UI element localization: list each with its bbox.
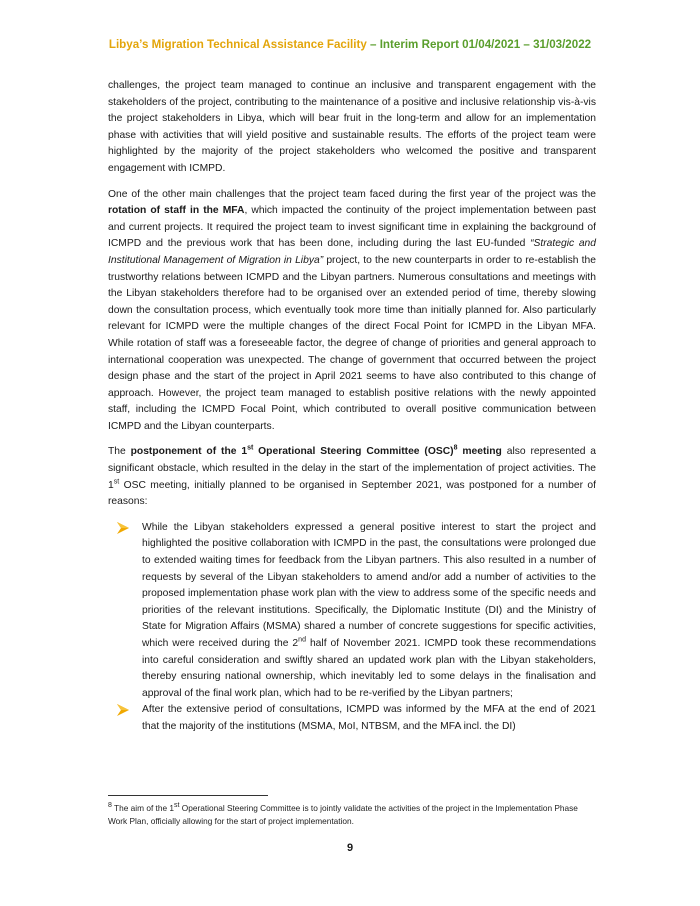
arrow-bullet-icon: [116, 521, 130, 535]
list-item: [142, 702, 596, 735]
footnote-text-a: The aim of the 1: [111, 803, 175, 813]
footnote-8: [108, 802, 596, 827]
footnote-ref-8[interactable]: 8: [453, 445, 458, 453]
header-separator: –: [366, 38, 380, 51]
p3-sup-2: st: [113, 478, 120, 486]
p3-text-d: OSC meeting, initially planned to be organised in September 2021, was postponed for a number of reasons:: [108, 479, 596, 508]
bullet-1-text-b: half of November 2021. ICMPD took these recommendations into careful consideration and swiftly shared an updated work plan with the Libyan stakeholders, thereby ensuring national ownership, which inevitably led to some delays in the finalisation and approval of the final work plan, which had to be re-verified by the Libyan partners;: [142, 638, 596, 699]
reasons-list: [108, 520, 596, 736]
header-title: Libya’s Migration Technical Assistance Facility: [108, 38, 367, 51]
p2-text-c: , which impacted the continuity of the project implementation between past and current projects. It required the project team to invest significant time in explaining the background of ICMPD and the previous work that has been done, including during the last EU-funded: [108, 205, 596, 250]
p3-sup-1: st: [247, 445, 254, 453]
p2-text-a: One of the other main challenges that the project team faced during the first year of the project was the: [108, 188, 596, 200]
bullet-1-sup: nd: [298, 636, 306, 644]
footnote-divider: [108, 795, 268, 796]
p3-text-c: also represented a significant obstacle, which resulted in the delay in the start of the implementation of project activities. The 1: [108, 446, 597, 491]
paragraph-2: [108, 187, 596, 436]
arrow-bullet-icon: [116, 703, 130, 717]
bullet-2-text: After the extensive period of consultations, ICMPD was informed by the MFA at the end of 2021 that the majority of the institutions (MSMA, MoI, NTBSM, and the MFA incl. the DI): [142, 704, 596, 732]
p3-bold-1: postponement of the 1: [130, 446, 248, 458]
page-number: 9: [346, 842, 354, 854]
p3-bold-2: Operational Steering Committee (OSC): [253, 446, 454, 458]
running-header: [0, 38, 700, 51]
p3-text-a: The: [108, 446, 131, 458]
footnote-number: 8: [108, 802, 112, 810]
bullet-1-text-a: While the Libyan stakeholders expressed a general positive interest to start the project and highlighted the positive collaboration with ICMPD in the past, the consultations were prolonged due to extended waiting times for feedback from the Libyan partners. This also resulted in a number of requests by several of the Libyan stakeholders to amend and/or add a number of activities to the proposed implementation phase work plan with the view to address some of the specific needs and priorities of the relevant institutions. Specifically, the Diplomatic Institute (DI) and the Ministry of State for Migration Affairs (MSMA) shared a number of concrete suggestions for specific activities, which were received during the 2: [142, 521, 596, 649]
p3-bold-postponement: [131, 446, 502, 457]
footnote-text-b: Operational Steering Committee is to jointly validate the activities of the project in the Implementation Phase Work Plan, officially allowing for the start of project implementation.: [108, 803, 578, 826]
p2-text-e: project, to the new counterparts in order to re-establish the trustworthy relations between ICMPD and the Libyan partners. Numerous consultations and meetings with the Libyan stakeholders therefore had to be organised over an extended period of time, thereby slowing down the consultation process, which eventually took more time than initially planned for. Also particularly relevant for ICMPD were the multiple changes of the direct Focal Point for ICMPD in the Libyan MFA. While rotation of staff was a foreseeable factor, the degree of change of priorities and general approach to international cooperation was unexpected. The change of government that occurred between the project design phase and the start of the project in April 2021 seems to have also contributed to this change of approach. However, the project team managed to establish positive relations with the newly appointed staff, including the ICMPD Focal Point, which contributed to overall positive communication between ICMPD and the Libyan counterparts.: [108, 254, 596, 432]
paragraph-1: challenges, the project team managed to continue an inclusive and transparent engagement with the stakeholders of the project, contributing to the maintenance of a positive and inclusive relationship vis-à-vis the project stakeholders in Libya, which will bear fruit in the long-term and allow for an implementation phase with activities that will yield positive and sustainable results. The efforts of the project team were highlighted by the majority of the project stakeholders who welcomed the positive and transparent engagement with ICMPD.: [108, 80, 596, 174]
p3-bold-3: meeting: [457, 446, 502, 458]
header-report-period: Interim Report 01/04/2021 – 31/03/2022: [379, 38, 592, 51]
p2-bold-staff-rotation: rotation of staff in the MFA: [108, 205, 245, 217]
footnote-sup: st: [174, 802, 180, 810]
p2-project-title: “Strategic and Institutional Management of Migration in Libya”: [108, 238, 596, 266]
paragraph-3: [108, 444, 596, 510]
list-item: [142, 520, 596, 703]
body-text: [108, 78, 596, 736]
